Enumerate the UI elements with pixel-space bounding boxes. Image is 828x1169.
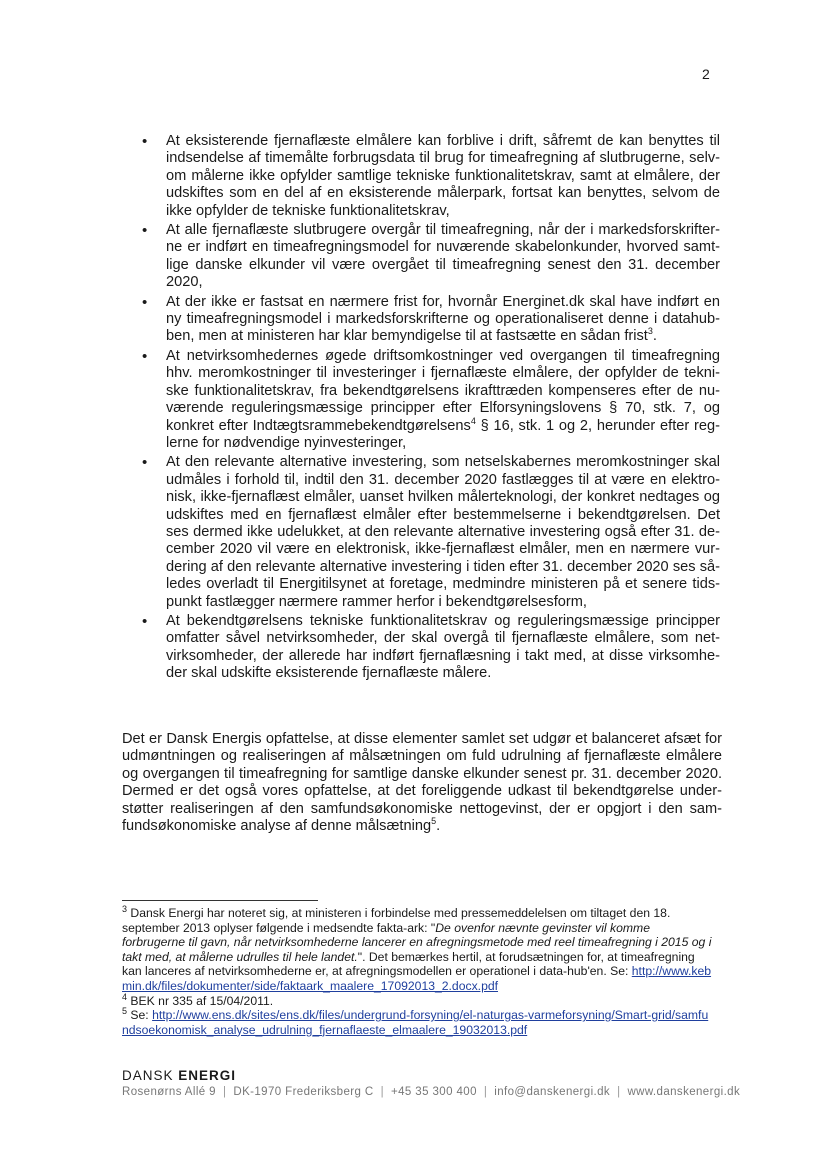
footnote-text: Dansk Energi har noteret sig, at ministeren i forbindelse med pressemeddelelsen om tiltaget den 18. september 2013 oplyser følgende i medsendte fakta-ark: ": [122, 906, 671, 935]
separator: |: [617, 1086, 621, 1098]
list-item: [140, 613, 720, 683]
footnote-mark: 5: [122, 1006, 128, 1017]
footer-address: Rosenørns Allé 9: [122, 1086, 216, 1098]
bullet-icon: •: [142, 347, 148, 365]
list-item: [140, 133, 720, 220]
bullet-text: At der ikke er fastsat en nærmere frist for, hvornår Energinet.dk skal have indført en ny timeafregningsmodel i markedsforskrifterne og operationaliseret denne i datahub-ben, men at ministeren har klar bemyndigelse til at fastsætte en sådan frist: [166, 293, 720, 345]
separator: |: [222, 1086, 227, 1098]
bullet-text-end: .: [652, 328, 657, 345]
bullet-list: [140, 133, 720, 685]
footer-web[interactable]: www.danskenergi.dk: [627, 1086, 741, 1098]
bullet-icon: •: [142, 293, 148, 311]
footnote-ref-3[interactable]: 3: [647, 326, 653, 337]
footnote-text: Se:: [127, 1008, 153, 1023]
company-logo: [122, 1068, 236, 1083]
bullet-icon: •: [142, 612, 148, 630]
footer-postal: DK-1970 Frederiksberg C: [233, 1086, 374, 1098]
footnote-quote: De ovenfor nævnte gevinster vil komme forbrugerne til gavn, når netvirksomhederne lancerer en afregningsmetode med reel timeafregning i 2015 og i takt med, at målerne udrulles til hele landet.: [122, 920, 712, 964]
list-item: [140, 348, 720, 452]
footnote-4: [122, 991, 714, 1009]
brand-bold: ENERGI: [178, 1068, 237, 1083]
bullet-icon: •: [142, 133, 148, 150]
separator: |: [380, 1086, 384, 1098]
paragraph-end: .: [436, 818, 441, 835]
list-item: [140, 294, 720, 346]
footer-email[interactable]: info@danskenergi.dk: [494, 1086, 611, 1098]
page-number: 2: [702, 66, 710, 82]
footnote-5: [122, 1008, 714, 1037]
footnote-divider: [122, 900, 318, 901]
footnote-text: BEK nr 335 af 15/04/2011.: [127, 993, 274, 1008]
footnote-ref-5[interactable]: 5: [431, 816, 437, 827]
separator: |: [483, 1086, 488, 1098]
footnote-mark: 3: [122, 903, 128, 914]
body-paragraph: [122, 731, 722, 835]
footnote-ref-4[interactable]: 4: [470, 415, 476, 426]
bullet-text: At alle fjernaflæste slutbrugere overgår til timeafregning, når der i markedsforskrifter-ne er indført en timeafregningsmodel for nuværende skabelonkunder, hvorved samt-lige danske elkunder vil være overgået til timeafregning senest den 31. december 2020,: [166, 222, 720, 291]
bullet-icon: •: [142, 454, 148, 472]
bullet-text: At den relevante alternative investering, som netselskabernes meromkostninger skal udmåles i forhold til, indtil den 31. december 2020 fastlægges til at være en elektro-nisk, ikke-fjernaflæst elmåler, uanset hvilken målerteknologi, der konkret nedtages og udskiftes med en fjernaflæst elmåler efter bestemmelserne i bekendtgørelsen. Det ses dermed ikke udelukket, at den relevante alternative investering også efter 31. de-cember 2020 vil være en elektronisk, ikke-fjernaflæst elmåler, men en nærmere vur-dering af den relevante alternative investering i tiden efter 31. december 2020 ses så-ledes overladt til Energitilsynet at foretage, medmindre ministeren på et senere tids-punkt fastlægger nærmere rammer herfor i bekendtgørelsesform,: [166, 454, 720, 610]
footnote-text: ". Det bemærkes hertil, at forudsætningen for, at timeafregning kan lanceres af netvirksomhederne er, at afregningsmodellen er operationel i data-hub'en. Se:: [122, 949, 695, 979]
bullet-text: At netvirksomhedernes øgede driftsomkostninger ved overgangen til timeafregning hhv. meromkostninger til investeringer i fjernaflæste elmålere, der opfylder de tekni-ske funktionalitetskrav, fra bekendtgørelsens ikrafttræden kompenseres efter de nu-værende reguleringsmæssige principper efter Elforsyningslovens § 70, stk. 7, og konkret efter Indtægtsrammebekendtgørelsens: [166, 347, 720, 434]
footnote-3: [122, 903, 714, 994]
bullet-text: At eksisterende fjernaflæste elmålere kan forblive i drift, såfremt de kan benyttes til indsendelse af timemålte forbrugsdata til brug for timeafregning af slutbrugerne, selv-om målerne ikke opfylder samtlige tekniske funktionalitetskrav, samt at elmålere, der udskiftes som en del af en eksisterende målerpark, fortsat kan benyttes, selvom de ikke opfylder de tekniske funktionalitetskrav,: [166, 133, 720, 219]
paragraph-text: Det er Dansk Energis opfattelse, at disse elementer samlet set udgør et balanceret afsæt for udmøntningen og realiseringen af målsætningen om fuld udrulning af fjernaflæste elmålere og overgangen til timeafregning for samtlige danske elkunder senest pr. 31. december 2020. Dermed er det også vores opfattelse, at det foreliggende udkast til bekendtgørelse under-støtter realiseringen af den samfundsøkonomiske nettogevinst, der er opgjort i den sam-fundsøkonomiske analyse af denne målsætning: [122, 731, 722, 835]
footnote-mark: 4: [122, 991, 128, 1002]
footer-phone: +45 35 300 400: [391, 1086, 477, 1098]
bullet-icon: •: [142, 222, 148, 240]
list-item: [140, 454, 720, 611]
list-item: [140, 222, 720, 292]
bullet-text: At bekendtgørelsens tekniske funktionalitetskrav og reguleringsmæssige principper omfatter såvel netvirksomheder, der skal overgå til fjernaflæste elmålere, som net-virksomheder, der allerede har indført fjernaflæsning i takt med, at disse virksomhe-der skal udskifte eksisterende fjernaflæste målere.: [166, 612, 720, 682]
footer-contact: [122, 1086, 742, 1098]
bullet-text-end: § 16, stk. 1 og 2, herunder efter reg-lerne for nødvendige nyinvesteringer,: [166, 417, 720, 451]
footnote-link[interactable]: http://www.ens.dk/sites/ens.dk/files/undergrund-forsyning/el-naturgas-varmeforsyning/Smart-grid/samfundsoekonomisk_analyse_udrulning_fjernaflaeste_elmaalere_19032013.pdf: [122, 1008, 709, 1037]
footnotes: [122, 903, 714, 1037]
footnote-link[interactable]: http://www.kebmin.dk/files/dokumenter/side/faktaark_maalere_17092013_2.docx.pdf: [122, 964, 712, 993]
brand-light: DANSK: [122, 1068, 179, 1083]
